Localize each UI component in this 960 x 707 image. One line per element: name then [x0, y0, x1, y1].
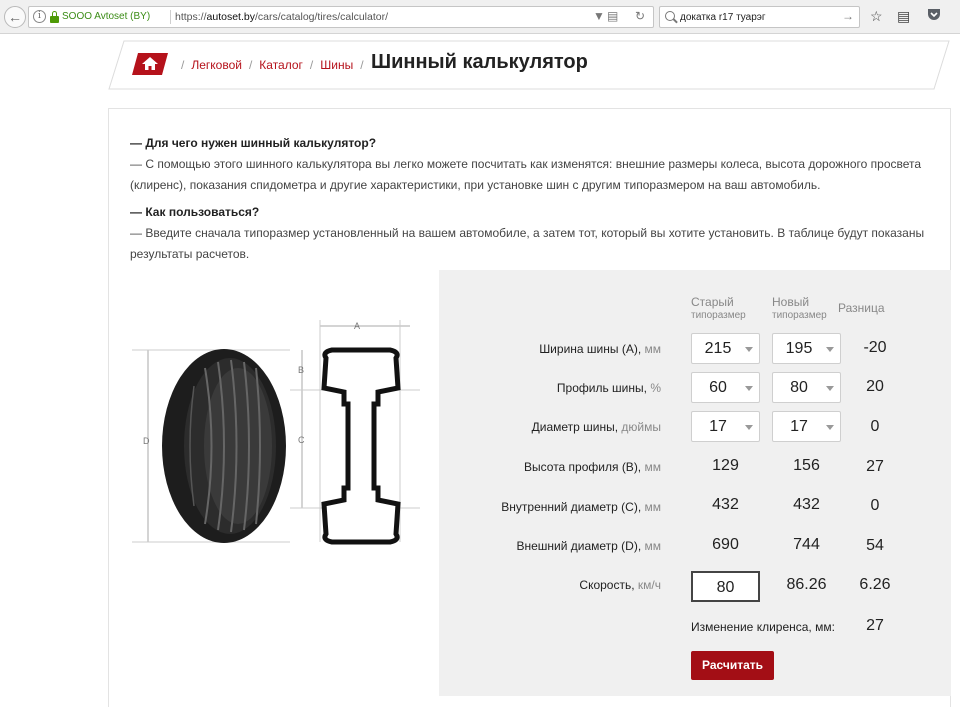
label-unit: мм — [644, 500, 661, 514]
diameter-diff: 0 — [870, 418, 880, 435]
column-header-diff: Разница — [838, 301, 885, 315]
dropdown-icon[interactable]: ▼ — [593, 9, 605, 23]
breadcrumb — [174, 58, 371, 72]
tire-diagram — [130, 316, 420, 548]
speed-diff: 6.26 — [859, 576, 891, 593]
search-icon — [665, 11, 675, 21]
width-old-select[interactable] — [691, 333, 760, 364]
search-go-icon[interactable]: → — [842, 9, 854, 23]
profile-height-old: 129 — [712, 457, 739, 474]
breadcrumb-separator: / — [248, 58, 253, 72]
outer-diameter-new: 744 — [793, 536, 820, 553]
breadcrumb-separator: / — [360, 58, 364, 72]
select-value: 80 — [790, 379, 808, 396]
label-text: Ширина шины (A), — [539, 342, 642, 356]
chevron-down-icon — [745, 425, 753, 430]
url-host: autoset.by — [206, 11, 255, 23]
breadcrumb-link-tires[interactable]: Шины — [320, 58, 354, 72]
label-unit: дюймы — [621, 420, 661, 434]
chevron-down-icon — [826, 386, 834, 391]
column-header-old — [691, 296, 746, 322]
profile-new-select[interactable] — [772, 372, 841, 403]
faq-block-usage — [130, 202, 940, 265]
search-query[interactable]: докатка r17 туарэг — [680, 12, 766, 23]
inner-diameter-diff: 0 — [870, 497, 880, 514]
chevron-down-icon — [745, 347, 753, 352]
home-icon — [132, 53, 168, 75]
width-new-select[interactable] — [772, 333, 841, 364]
breadcrumb-separator: / — [181, 58, 185, 72]
clearance-label: Изменение клиренса, мм: — [691, 620, 835, 634]
speed-input[interactable]: 80 — [691, 571, 760, 602]
row-label-outer-diameter — [516, 539, 661, 553]
faq-answer: — С помощью этого шинного калькулятора вы легко можете посчитать как изменятся: внешние размеры колеса, высота дорожного просвета (клиренс), показания спидометра и другие характеристики, при установке шин с другим типоразмером на ваш автомобиль. — [130, 157, 922, 192]
outer-diameter-old: 690 — [712, 536, 739, 553]
label-b: B — [298, 365, 305, 375]
breadcrumb-link-passenger[interactable]: Легковой — [191, 58, 242, 72]
chevron-down-icon — [745, 386, 753, 391]
label-d: D — [143, 436, 150, 446]
faq-block-purpose — [130, 133, 940, 196]
label-unit: мм — [644, 342, 661, 356]
row-label-speed — [579, 578, 661, 592]
site-identity[interactable]: SOOO Avtoset (BY) — [62, 11, 151, 22]
label-text: Диаметр шины, — [531, 420, 619, 434]
calculate-button[interactable]: Расчитать — [691, 651, 774, 680]
header-old-sub: типоразмер — [691, 310, 746, 321]
row-label-width — [539, 342, 661, 356]
select-value: 60 — [709, 379, 727, 396]
chevron-down-icon — [826, 347, 834, 352]
diameter-old-select[interactable] — [691, 411, 760, 442]
url-path: /cars/catalog/tires/calculator/ — [254, 11, 389, 23]
diameter-new-select[interactable] — [772, 411, 841, 442]
label-text: Высота профиля (B), — [524, 460, 642, 474]
row-label-profile-height — [524, 460, 661, 474]
inner-diameter-new: 432 — [793, 496, 820, 513]
inner-diameter-old: 432 — [712, 496, 739, 513]
label-unit: мм — [644, 460, 661, 474]
reload-icon[interactable]: ↻ — [635, 9, 646, 23]
search-field[interactable] — [659, 6, 860, 28]
speed-new: 86.26 — [786, 576, 827, 593]
info-icon[interactable]: i — [33, 10, 46, 23]
bookmarks-list-icon[interactable]: ▤ — [897, 8, 911, 24]
select-value: 17 — [709, 418, 727, 435]
label-text: Внешний диаметр (D), — [516, 539, 642, 553]
address-divider — [170, 10, 171, 24]
breadcrumb-separator: / — [309, 58, 314, 72]
lock-icon — [50, 11, 59, 23]
browser-toolbar — [0, 0, 960, 34]
faq-question: — Для чего нужен шинный калькулятор? — [130, 136, 377, 150]
chevron-down-icon — [826, 425, 834, 430]
label-unit: мм — [644, 539, 661, 553]
breadcrumb-bar — [108, 40, 950, 90]
reader-view-icon[interactable]: ▤ — [607, 9, 619, 23]
profile-old-select[interactable] — [691, 372, 760, 403]
label-text: Профиль шины, — [556, 381, 647, 395]
row-label-inner-diameter — [501, 500, 661, 514]
tire-cross-section — [324, 350, 398, 542]
faq-question: — Как пользоваться? — [130, 205, 260, 219]
row-label-diameter — [532, 420, 661, 434]
profile-height-diff: 27 — [866, 458, 884, 475]
back-button[interactable]: ← — [4, 6, 26, 28]
pocket-icon[interactable] — [927, 8, 941, 24]
page-title: Шинный калькулятор — [371, 51, 588, 73]
width-diff: -20 — [863, 339, 887, 356]
clearance-value: 27 — [866, 617, 884, 634]
header-new-sub: типоразмер — [772, 310, 827, 321]
faq-answer: — Введите сначала типоразмер установленный на вашем автомобиле, а затем тот, который вы хотите установить. В таблице будут показаны результаты расчетов. — [130, 226, 925, 261]
select-value: 17 — [790, 418, 808, 435]
url-scheme: https:// — [175, 11, 207, 23]
profile-diff: 20 — [866, 378, 884, 395]
label-c: C — [298, 435, 305, 445]
select-value: 215 — [704, 340, 732, 357]
header-old-label: Старый — [691, 295, 734, 309]
outer-diameter-diff: 54 — [866, 537, 884, 554]
address-url[interactable] — [175, 11, 388, 23]
label-text: Скорость, — [579, 578, 635, 592]
profile-height-new: 156 — [793, 457, 820, 474]
home-button[interactable] — [132, 53, 168, 75]
row-label-profile — [557, 381, 661, 395]
address-bar[interactable] — [28, 6, 654, 28]
label-unit: км/ч — [637, 578, 661, 592]
label-text: Внутренний диаметр (C), — [501, 500, 642, 514]
label-a: A — [354, 321, 361, 331]
column-header-new — [772, 296, 827, 322]
breadcrumb-link-catalog[interactable]: Каталог — [259, 58, 303, 72]
select-value: 195 — [785, 340, 813, 357]
bookmark-star-icon[interactable]: ☆ — [870, 8, 883, 24]
tire-tread-inner — [204, 368, 272, 524]
tire-calculator-panel — [439, 270, 951, 696]
label-unit: % — [650, 381, 661, 395]
header-new-label: Новый — [772, 295, 810, 309]
